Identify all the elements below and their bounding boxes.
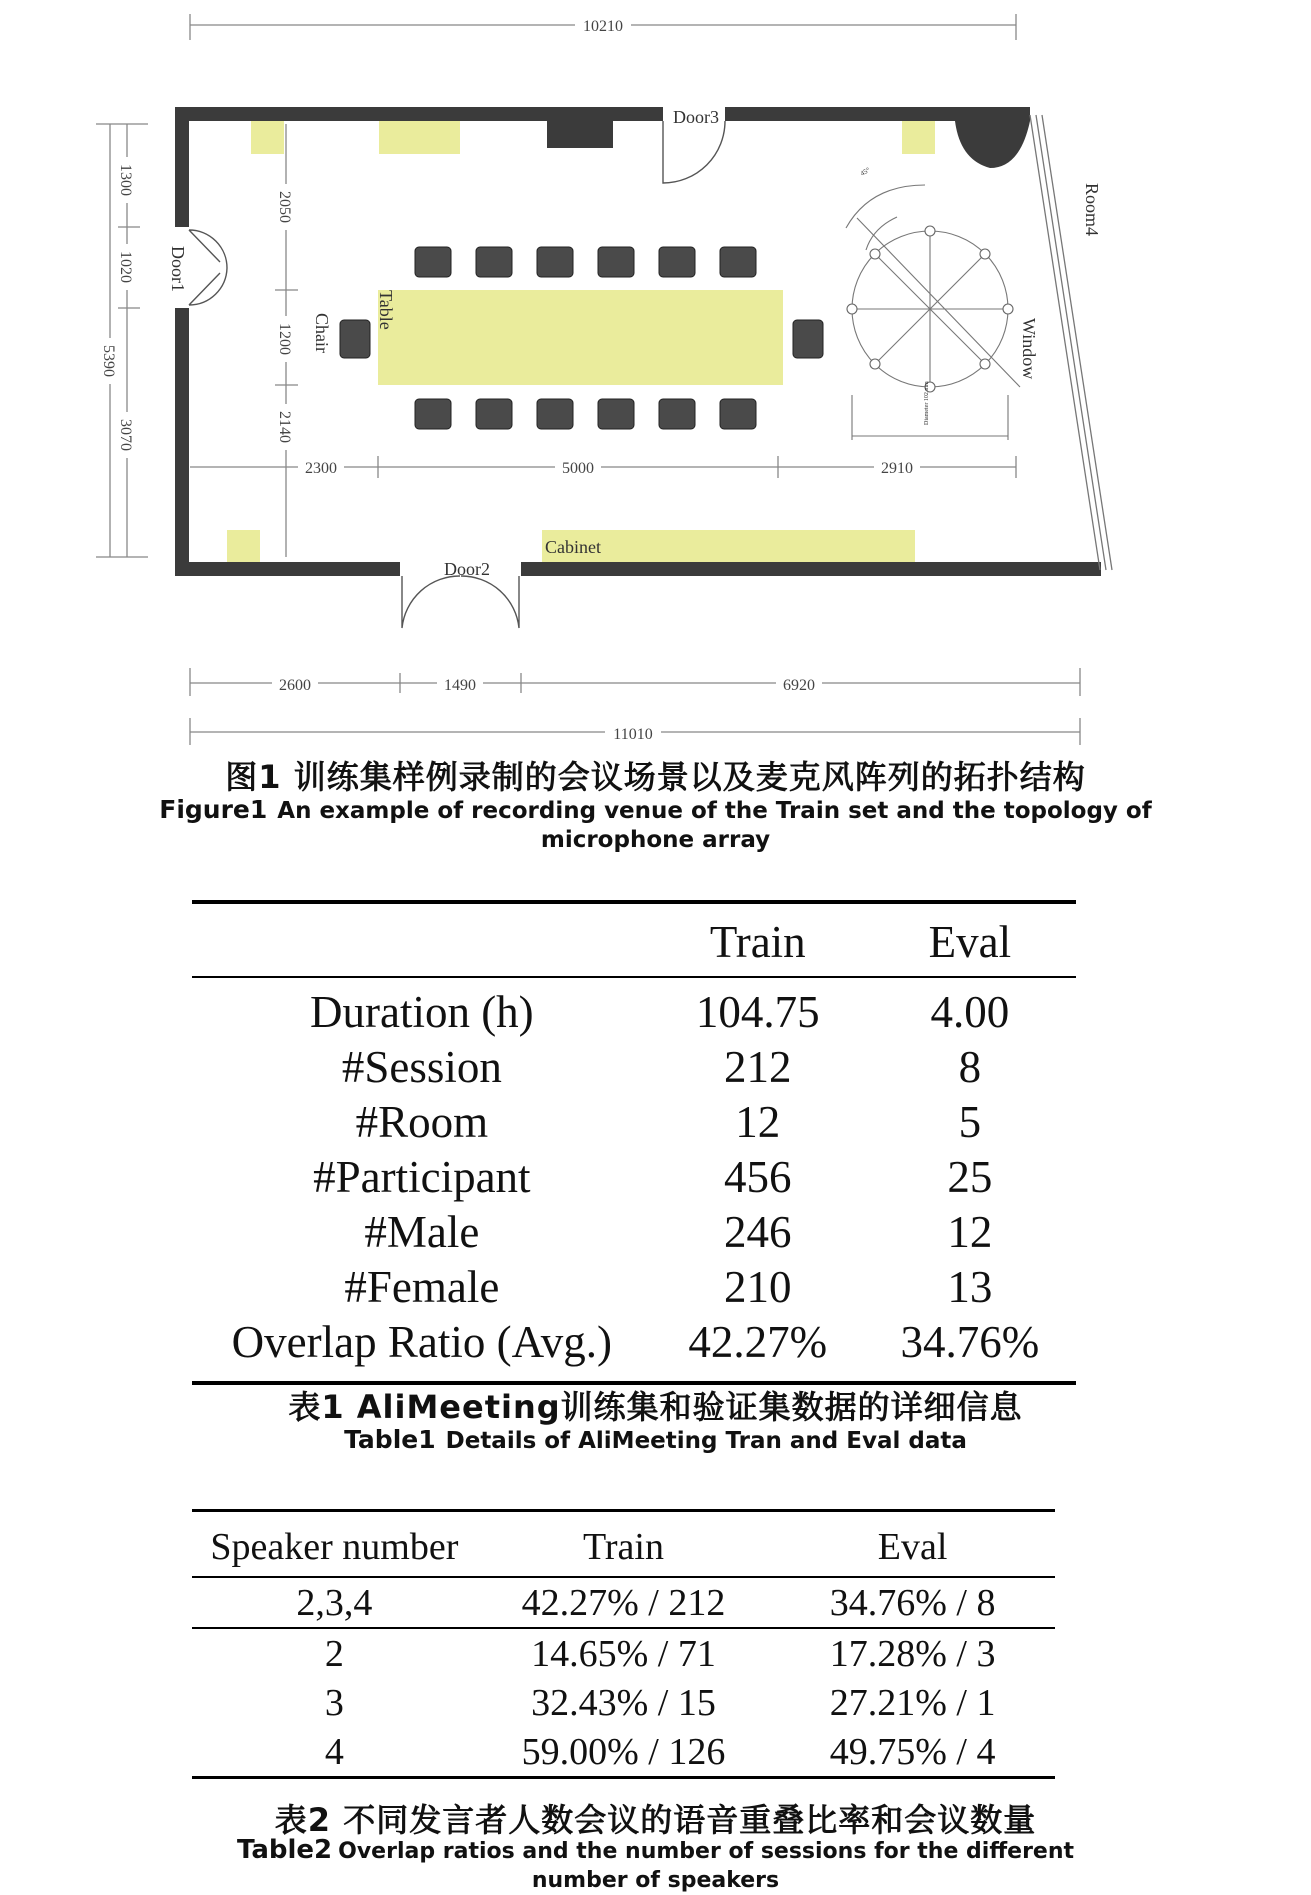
table-cell: 456 (724, 1151, 792, 1202)
chair-icon (659, 399, 695, 429)
dim-left-part: 1020 (117, 251, 134, 283)
chair-icon (659, 247, 695, 277)
table-cell: 59.00% / 126 (521, 1730, 726, 1773)
table-row (192, 1628, 1055, 1678)
chair-icon (720, 247, 756, 277)
door1-label: Door1 (168, 246, 188, 292)
dim-bottom-part: 2600 (279, 677, 311, 694)
floor-plan-diagram (0, 0, 1311, 745)
table2-caption-en (0, 1836, 1311, 1895)
table2-caption-line1: Overlap ratios and the number of sessions for the different (338, 1839, 1075, 1864)
table-row (192, 1204, 1076, 1259)
table-row (192, 1094, 1076, 1149)
table-cell: 5 (958, 1096, 982, 1147)
door2-swing (402, 576, 519, 628)
table-cell: #Female (344, 1261, 500, 1312)
chair-icon (598, 247, 634, 277)
figure1-caption-en (0, 795, 1311, 855)
dataset-details-table (192, 900, 1076, 1385)
table-row (192, 977, 1076, 1039)
dim-inner-horizontal: 2910 (881, 460, 913, 477)
chair-icon (340, 320, 370, 358)
table-cell: 12 (735, 1096, 781, 1147)
chair-icon (415, 247, 451, 277)
dim-bottom-part: 6920 (783, 677, 815, 694)
door3-label: Door3 (673, 107, 719, 127)
chair-icon (598, 399, 634, 429)
cabinet-small (379, 121, 460, 154)
table-cell: #Session (341, 1041, 502, 1092)
table1-caption-en (0, 1425, 1311, 1456)
table-cell: 42.27% / 212 (521, 1581, 726, 1624)
window-label: Window (1019, 318, 1039, 380)
door1-swing (189, 230, 227, 305)
dim-left-part: 1300 (117, 164, 134, 196)
chair-icon (537, 399, 573, 429)
table-cell: 34.76% / 8 (829, 1581, 996, 1624)
dim-top: 10210 (583, 18, 623, 35)
figure1-caption-label: Figure1 (159, 795, 268, 824)
angle-label: 45° (859, 165, 872, 178)
table-cell: #Room (355, 1096, 489, 1147)
dim-inner-horizontal: 2300 (305, 460, 337, 477)
table-header-cell (192, 902, 652, 977)
table-cell: 25 (947, 1151, 993, 1202)
table-cell: 32.43% / 15 (531, 1681, 716, 1724)
dim-inner-vertical: 2140 (276, 411, 293, 443)
table-cell: 4 (324, 1730, 344, 1773)
table-header-row (192, 1511, 1055, 1578)
meeting-table (378, 290, 783, 385)
table1-caption-zh: 表1 AliMeeting训练集和验证集数据的详细信息 (288, 1388, 1023, 1426)
table2-caption-zh: 表2 不同发言者人数会议的语音重叠比率和会议数量 (274, 1801, 1037, 1839)
table2-caption-label: Table2 (236, 1835, 333, 1865)
table-cell: 212 (724, 1041, 792, 1092)
table-cell: 2,3,4 (296, 1581, 373, 1624)
figure1-caption-line1: An example of recording venue of the Train set and the topology of (277, 798, 1152, 824)
table-cell: 4.00 (930, 986, 1010, 1037)
table-cell: 2 (324, 1632, 344, 1675)
table-row (192, 1727, 1055, 1778)
chair-icon (537, 247, 573, 277)
table-cell: 12 (947, 1206, 993, 1257)
table-header-cell: Eval (877, 1526, 948, 1568)
chair-icon (793, 320, 823, 358)
room4-label: Room4 (1082, 183, 1102, 237)
microphone-array (846, 185, 1020, 440)
chair-label: Chair (312, 313, 332, 353)
table1-caption-label: Table1 (344, 1425, 436, 1454)
cabinet-small (227, 530, 260, 562)
table-header-cell: Speaker number (210, 1526, 459, 1568)
table-cell: Overlap Ratio (Avg.) (231, 1316, 612, 1367)
table-header-cell: Eval (928, 917, 1012, 967)
figure1-caption-line2: microphone array (540, 827, 771, 853)
table-cell: 27.21% / 1 (829, 1681, 996, 1724)
furniture (227, 121, 935, 562)
table-header-cell: Train (709, 917, 806, 967)
table2-caption-line2: number of speakers (531, 1868, 780, 1893)
table-header-row (192, 902, 1076, 977)
dim-bottom-part: 1490 (444, 677, 476, 694)
table-row (192, 1149, 1076, 1204)
chair-icon (415, 399, 451, 429)
table-cell: 34.76% (900, 1316, 1040, 1367)
overlap-ratio-table (192, 1509, 1055, 1779)
table-cell: 8 (958, 1041, 982, 1092)
corner-column (955, 121, 1030, 168)
table-row (192, 1259, 1076, 1314)
table-cell: 104.75 (695, 986, 820, 1037)
figure1-caption-zh: 图1 训练集样例录制的会议场景以及麦克风阵列的拓扑结构 (225, 758, 1086, 796)
table-header-cell: Train (583, 1526, 664, 1568)
dim-inner-vertical: 2050 (276, 191, 293, 223)
cabinet-label: Cabinet (545, 537, 601, 557)
table-cell: 42.27% (688, 1316, 828, 1367)
cabinet-small (251, 121, 284, 154)
table-cell: 17.28% / 3 (829, 1632, 996, 1675)
table-cell: 3 (324, 1681, 344, 1724)
table-cell: 246 (724, 1206, 792, 1257)
chair-icon (476, 399, 512, 429)
dim-inner-vertical: 1200 (276, 323, 293, 355)
table-cell: Duration (h) (309, 986, 534, 1037)
table-cell: 14.65% / 71 (531, 1632, 716, 1675)
dim-bottom-total: 11010 (613, 726, 653, 743)
table1-caption-text: Details of AliMeeting Tran and Eval data (445, 1428, 967, 1454)
table-cell: 49.75% / 4 (829, 1730, 996, 1773)
table-cell: #Male (364, 1206, 480, 1257)
dim-left-part: 3070 (117, 419, 134, 451)
cabinet-small (902, 121, 935, 154)
dim-inner-horizontal: 5000 (562, 460, 594, 477)
chair-icon (476, 247, 512, 277)
table-row (192, 1039, 1076, 1094)
table-row (192, 1577, 1055, 1628)
table-row (192, 1314, 1076, 1383)
chair-icon (720, 399, 756, 429)
table-cell: 13 (947, 1261, 993, 1312)
table-label: Table (376, 290, 396, 330)
diameter-label: Diameter 102 mm (924, 381, 930, 425)
door2-label: Door2 (444, 559, 490, 579)
table-cell: 210 (724, 1261, 792, 1312)
dim-left-total: 5390 (100, 345, 117, 377)
door3-swing (663, 121, 725, 183)
table-row (192, 1678, 1055, 1727)
table-cell: #Participant (313, 1151, 531, 1202)
